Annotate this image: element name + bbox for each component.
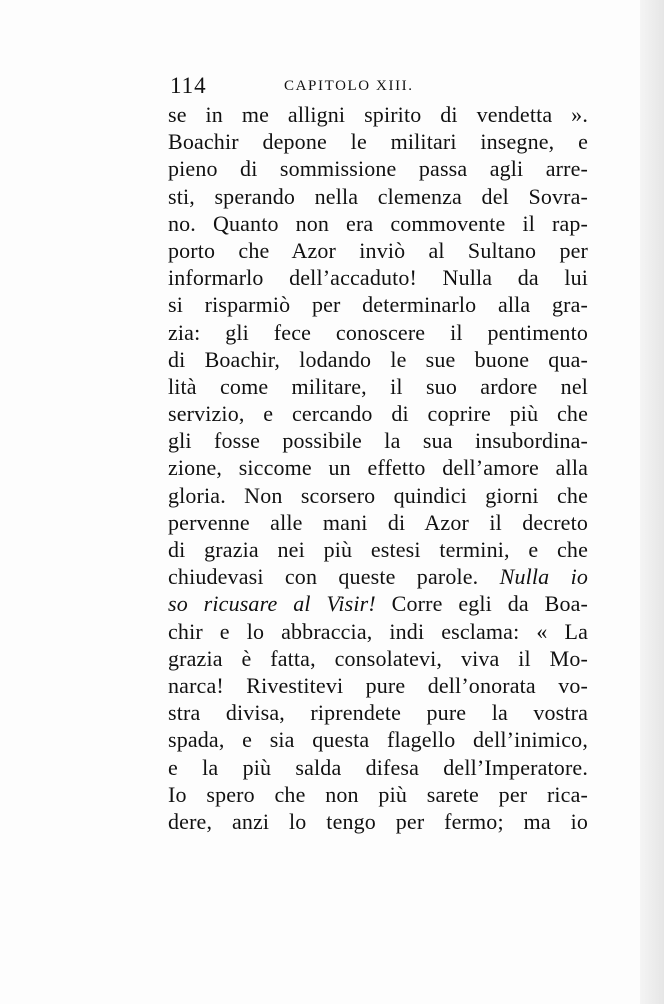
text-line: so ricusare al Visir! Corre egli da Boa- <box>168 591 588 617</box>
text-line: lità come militare, il suo ardore nel <box>168 373 588 399</box>
text-line: pieno di sommissione passa agli arre- <box>168 156 588 182</box>
body-text <box>168 101 588 835</box>
text-line: servizio, e cercando di coprire più che <box>168 401 588 427</box>
text-line: informarlo dell’accaduto! Nulla da lui <box>168 265 588 291</box>
text-line: Boachir depone le militari insegne, e <box>168 129 588 155</box>
italic-text: so ricusare al Visir! <box>168 591 376 617</box>
text-line: no. Quanto non era commovente il rap- <box>168 210 588 236</box>
text-line: narca! Rivestitevi pure dell’onorata vo- <box>168 672 588 698</box>
text-line: gli fosse possibile la sua insubordina- <box>168 428 588 454</box>
text-line: dere, anzi lo tengo per fermo; ma io <box>168 808 588 834</box>
text-line: grazia è fatta, consolatevi, viva il Mo- <box>168 645 588 671</box>
page-edge-shadow <box>640 0 664 1004</box>
text-line: spada, e sia questa flagello dell’inimico, <box>168 727 588 753</box>
text-line: sti, sperando nella clemenza del Sovra- <box>168 183 588 209</box>
running-head: CAPITOLO XIII. <box>284 78 414 94</box>
text-line: chir e lo abbraccia, indi esclama: « La <box>168 618 588 644</box>
text-line: pervenne alle mani di Azor il decreto <box>168 509 588 535</box>
text-line: Io spero che non più sarete per rica- <box>168 781 588 807</box>
text-line: si risparmiò per determinarlo alla gra- <box>168 292 588 318</box>
text-line: se in me alligni spirito di vendetta ». <box>168 102 588 127</box>
page-header <box>170 75 590 101</box>
text-line: zione, siccome un effetto dell’amore alla <box>168 455 588 481</box>
text-line: porto che Azor inviò al Sultano per <box>168 237 588 263</box>
text-line: zia: gli fece conoscere il pentimento <box>168 319 588 345</box>
text-line: e la più salda difesa dell’Imperatore. <box>168 754 588 780</box>
page-number: 114 <box>170 73 207 98</box>
text-line: gloria. Non scorsero quindici giorni che <box>168 482 588 508</box>
text-line: di grazia nei più estesi termini, e che <box>168 537 588 562</box>
text-line: chiudevasi con queste parole. Nulla io <box>168 564 589 590</box>
text-line: di Boachir, lodando le sue buone qua- <box>168 346 588 372</box>
italic-text: Nulla io <box>499 564 589 590</box>
text-line: stra divisa, riprendete pure la vostra <box>168 700 588 726</box>
